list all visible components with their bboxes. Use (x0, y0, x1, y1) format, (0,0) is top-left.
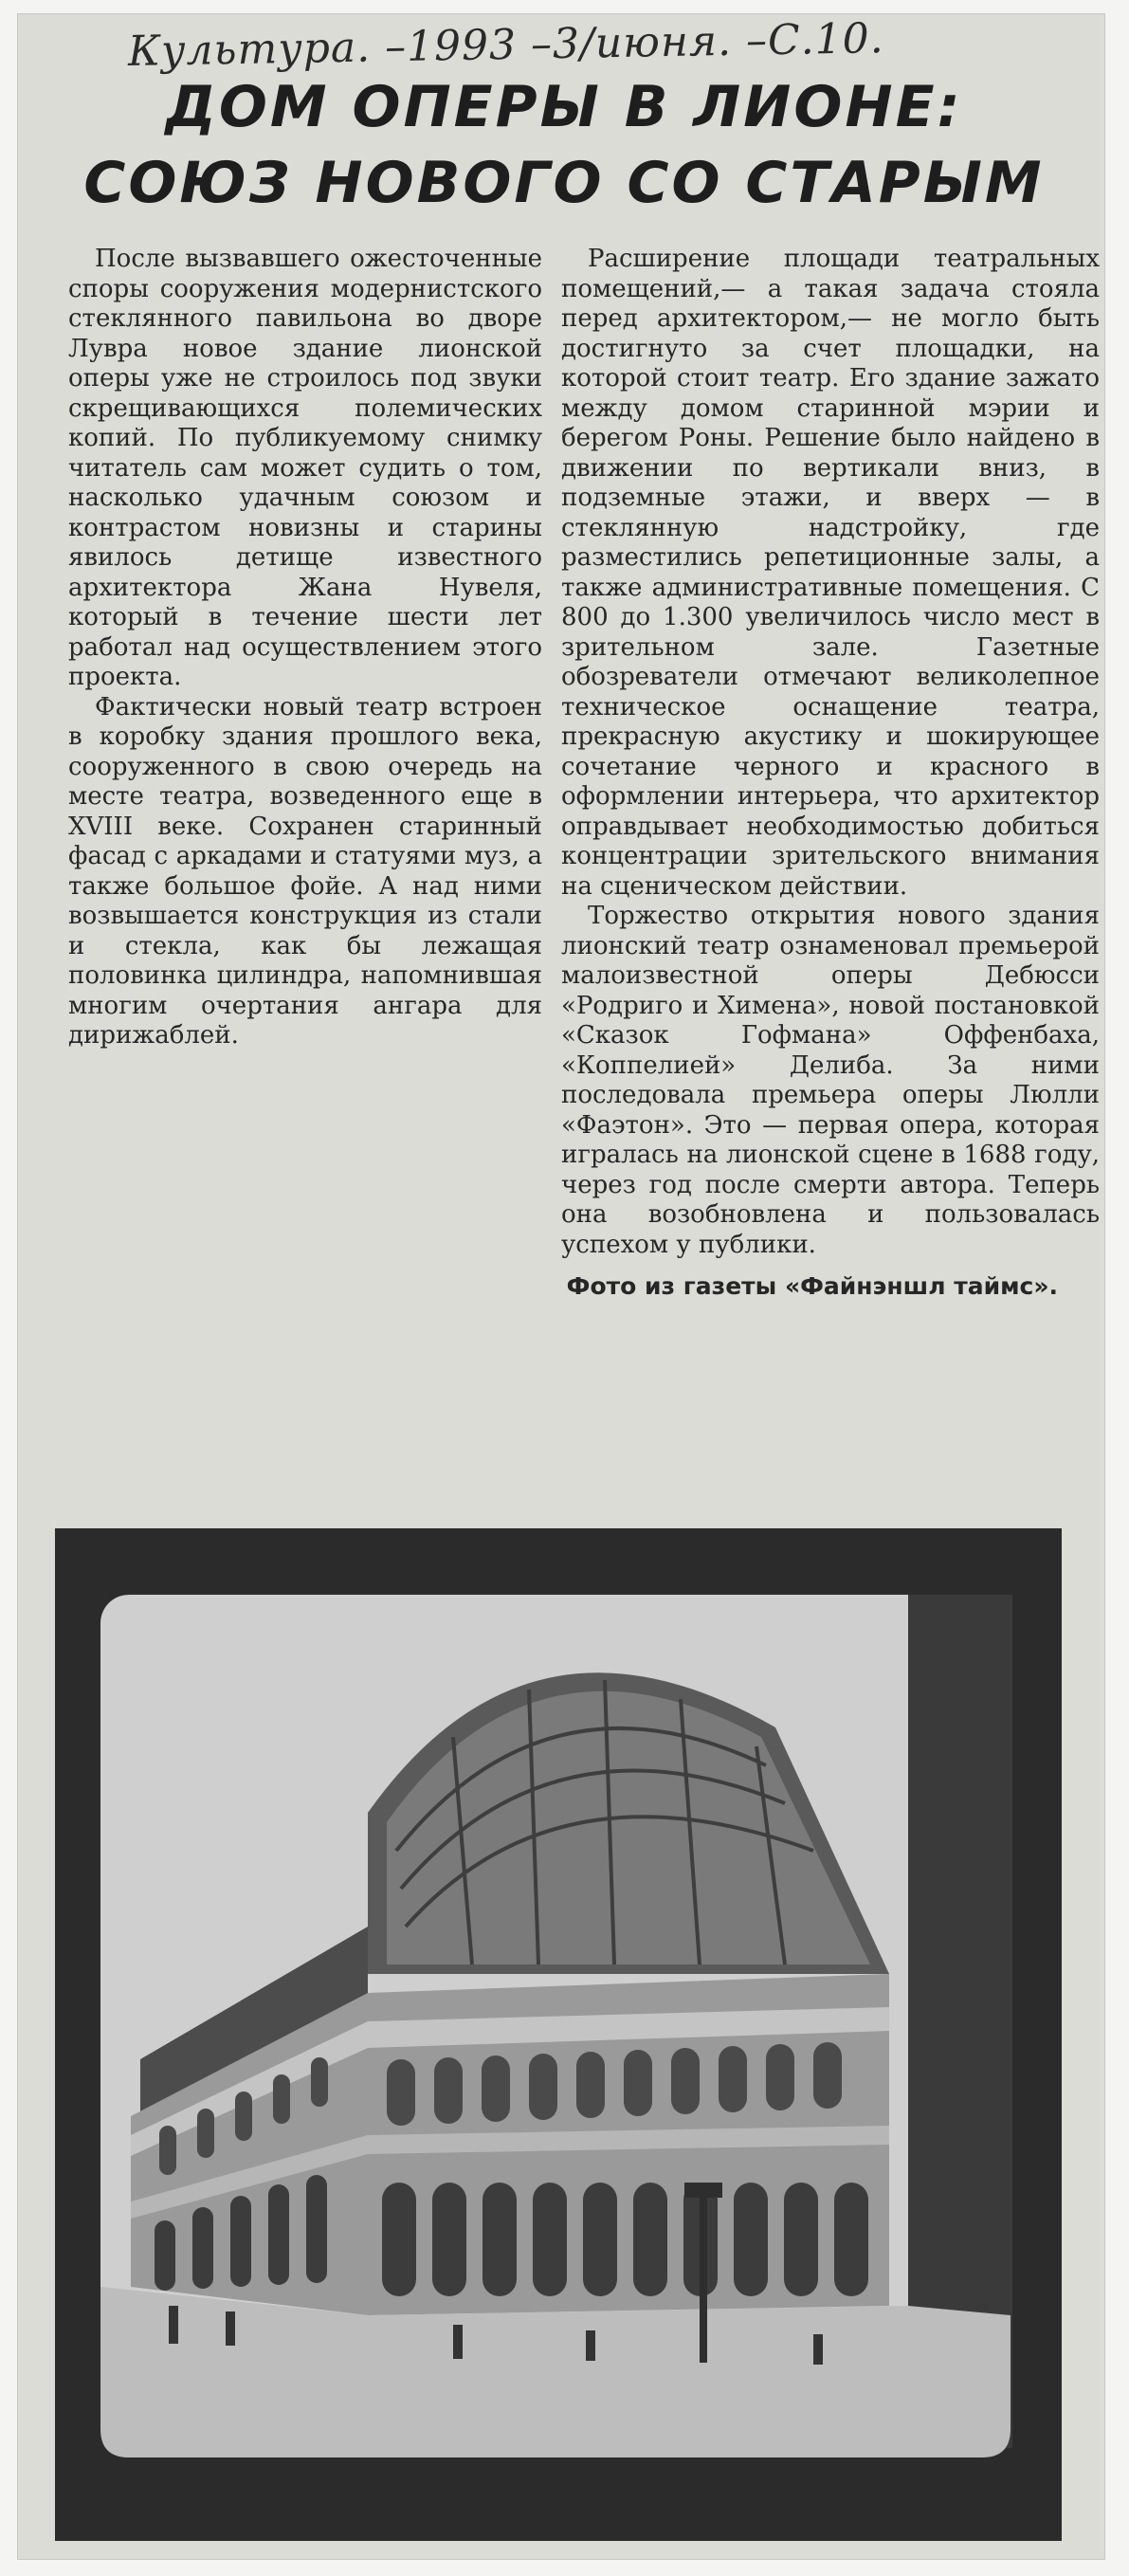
opera-house-illustration (55, 1528, 1062, 2541)
photo-credit: Фото из газеты «Файнэншл таймс». (566, 1272, 1058, 1300)
article-paragraph-2: Фактически новый театр встроен в коробку здания прошлого века, сооруженного в свою очередь на месте театра, возведенного еще в XVIII веке. Сохранен старинный фасад с аркадами и статуями муз, а также большое фойе. А над ними возвышается конструкция из стали и стекла, как бы лежащая половинка цилиндра, напомнившая многим очертания ангара для дирижаблей. (68, 692, 542, 1050)
article-column-left (68, 245, 542, 1051)
article-paragraph-4: Торжество открытия нового здания лионский театр ознаменовал премьерой малоизвестной оперы Дебюсси «Родриго и Химена», новой постановкой «Сказок Гофмана» Оффенбаха, «Коппелией» Делиба. За ними последовала премьера оперы Люлли «Фаэтон». Это — первая опера, которая игралась на лионской сцене в 1688 году, через год после смерти автора. Теперь она возобновлена и пользовалась успехом у публики. (561, 902, 1100, 1259)
opera-house-photo (55, 1528, 1062, 2541)
headline-line-1: ДОМ ОПЕРЫ В ЛИОНЕ: (165, 74, 963, 140)
article-column-right (561, 245, 1100, 1304)
article-paragraph-1: После вызвавшего ожесточенные споры сооружения модернистского стеклянного павильона во дворе Лувра новое здание лионской оперы уже не строилось под звуки скрещивающихся полемических копий. По публикуемому снимку читатель сам может судить о том, насколько удачным союзом и контрастом новизны и старины явилось детище известного архитектора Жана Нувеля, который в течение шести лет работал над осуществлением этого проекта. (68, 245, 542, 691)
headline-line-2: СОЮЗ НОВОГО СО СТАРЫМ (83, 150, 1045, 216)
article-paragraph-3: Расширение площади театральных помещений,— а такая задача стояла перед архитектором,— не могло быть достигнуто за счет площадки, на которой стоит театр. Его здание зажато между домом старинной мэрии и берегом Роны. Решение было найдено в движении по вертикали вниз, в подземные этажи, и вверх — в стеклянную надстройку, где разместились репетиционные залы, а также административные помещения. С 800 до 1.300 увеличилось число мест в зрительном зале. Газетные обозреватели отмечают великолепное техническое оснащение театра, прекрасную акустику и шокирующее сочетание черного и красного в оформлении интерьера, что архитектор оправдывает необходимостью добиться концентрации зрительского внимания на сценическом действии. (561, 245, 1100, 901)
handwritten-note: Культура. –1993 –3/июня. –С.10. (127, 14, 885, 76)
